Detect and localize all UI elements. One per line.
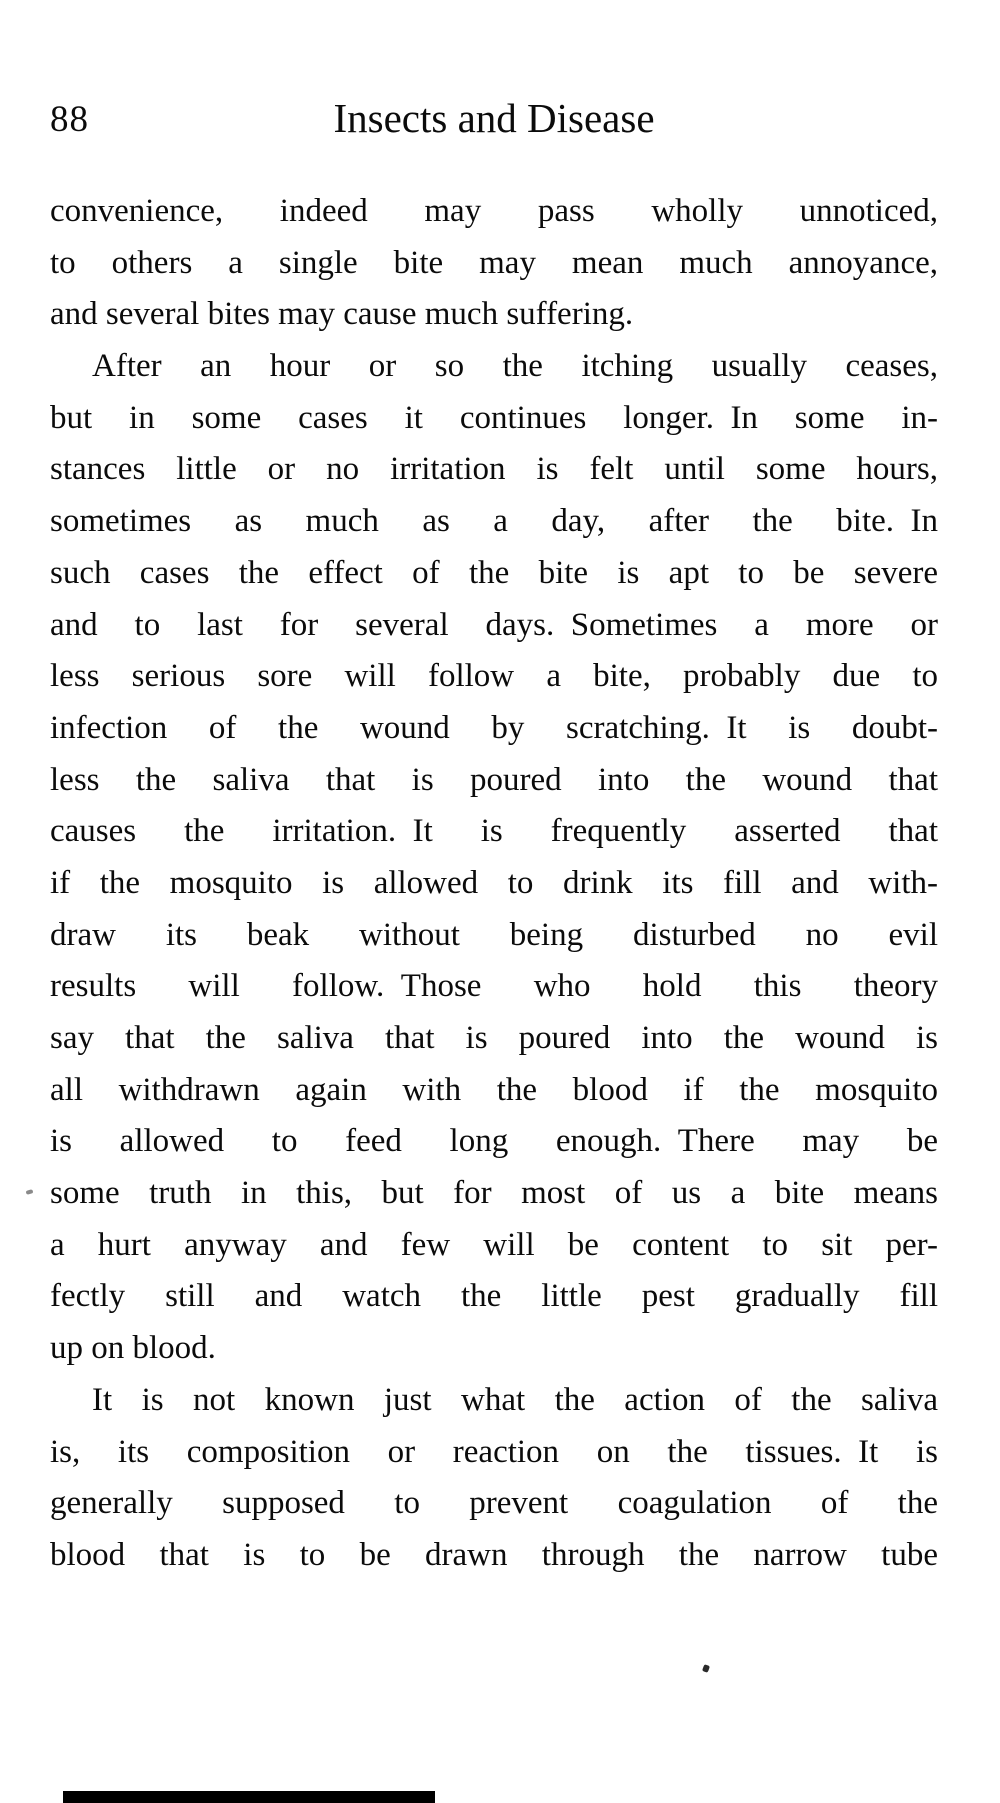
text-line: but in some cases it continues longer. In some in-	[50, 399, 938, 436]
text-line: a hurt anyway and few will be content to sit per-	[50, 1226, 938, 1263]
text-line: infection of the wound by scratching. It is doubt-	[50, 709, 938, 746]
text-line: some truth in this, but for most of us a bite means	[50, 1175, 938, 1212]
text-line: draw its beak without being disturbed no evil	[50, 916, 938, 953]
text-line: if the mosquito is allowed to drink its fill and with-	[50, 864, 938, 901]
text-line: results will follow. Those who hold this theory	[50, 968, 938, 1005]
text-line: sometimes as much as a day, after the bite. In	[50, 503, 938, 540]
text-line: to others a single bite may mean much annoyance,	[50, 244, 938, 281]
text-line: and to last for several days. Sometimes a more or	[50, 606, 938, 643]
text-line: say that the saliva that is poured into the wound is	[50, 1020, 938, 1056]
text-line: fectly still and watch the little pest gradually fill	[50, 1278, 938, 1315]
text-line: less serious sore will follow a bite, probably due to	[50, 658, 938, 695]
running-title: Insects and Disease	[333, 95, 655, 141]
text-line: causes the irritation. It is frequently asserted that	[50, 813, 938, 850]
text-line: blood that is to be drawn through the narrow tube	[50, 1536, 938, 1573]
page-header	[50, 94, 938, 142]
text-line: and several bites may cause much suffering.	[50, 296, 634, 333]
text-line: After an hour or so the itching usually ceases,	[92, 348, 938, 385]
scan-edge-artifact	[63, 1791, 435, 1803]
text-line: such cases the effect of the bite is apt to be severe	[50, 554, 938, 591]
text-line: convenience, indeed may pass wholly unnoticed,	[50, 193, 938, 229]
text-line: stances little or no irritation is felt until some hours,	[50, 451, 938, 488]
text-line: generally supposed to prevent coagulation of the	[50, 1485, 938, 1522]
body-text	[50, 186, 938, 1582]
text-line: It is not known just what the action of the saliva	[92, 1381, 938, 1418]
text-line: less the saliva that is poured into the wound that	[50, 761, 938, 798]
text-line: up on blood.	[50, 1330, 216, 1367]
scan-speck-icon	[702, 1664, 710, 1673]
page-number: 88	[50, 99, 89, 140]
text-line: is allowed to feed long enough. There may be	[50, 1123, 938, 1160]
scan-speck-icon	[26, 1189, 34, 1195]
text-line: is, its composition or reaction on the tissues. It is	[50, 1433, 938, 1470]
text-line: all withdrawn again with the blood if the mosquito	[50, 1071, 938, 1108]
